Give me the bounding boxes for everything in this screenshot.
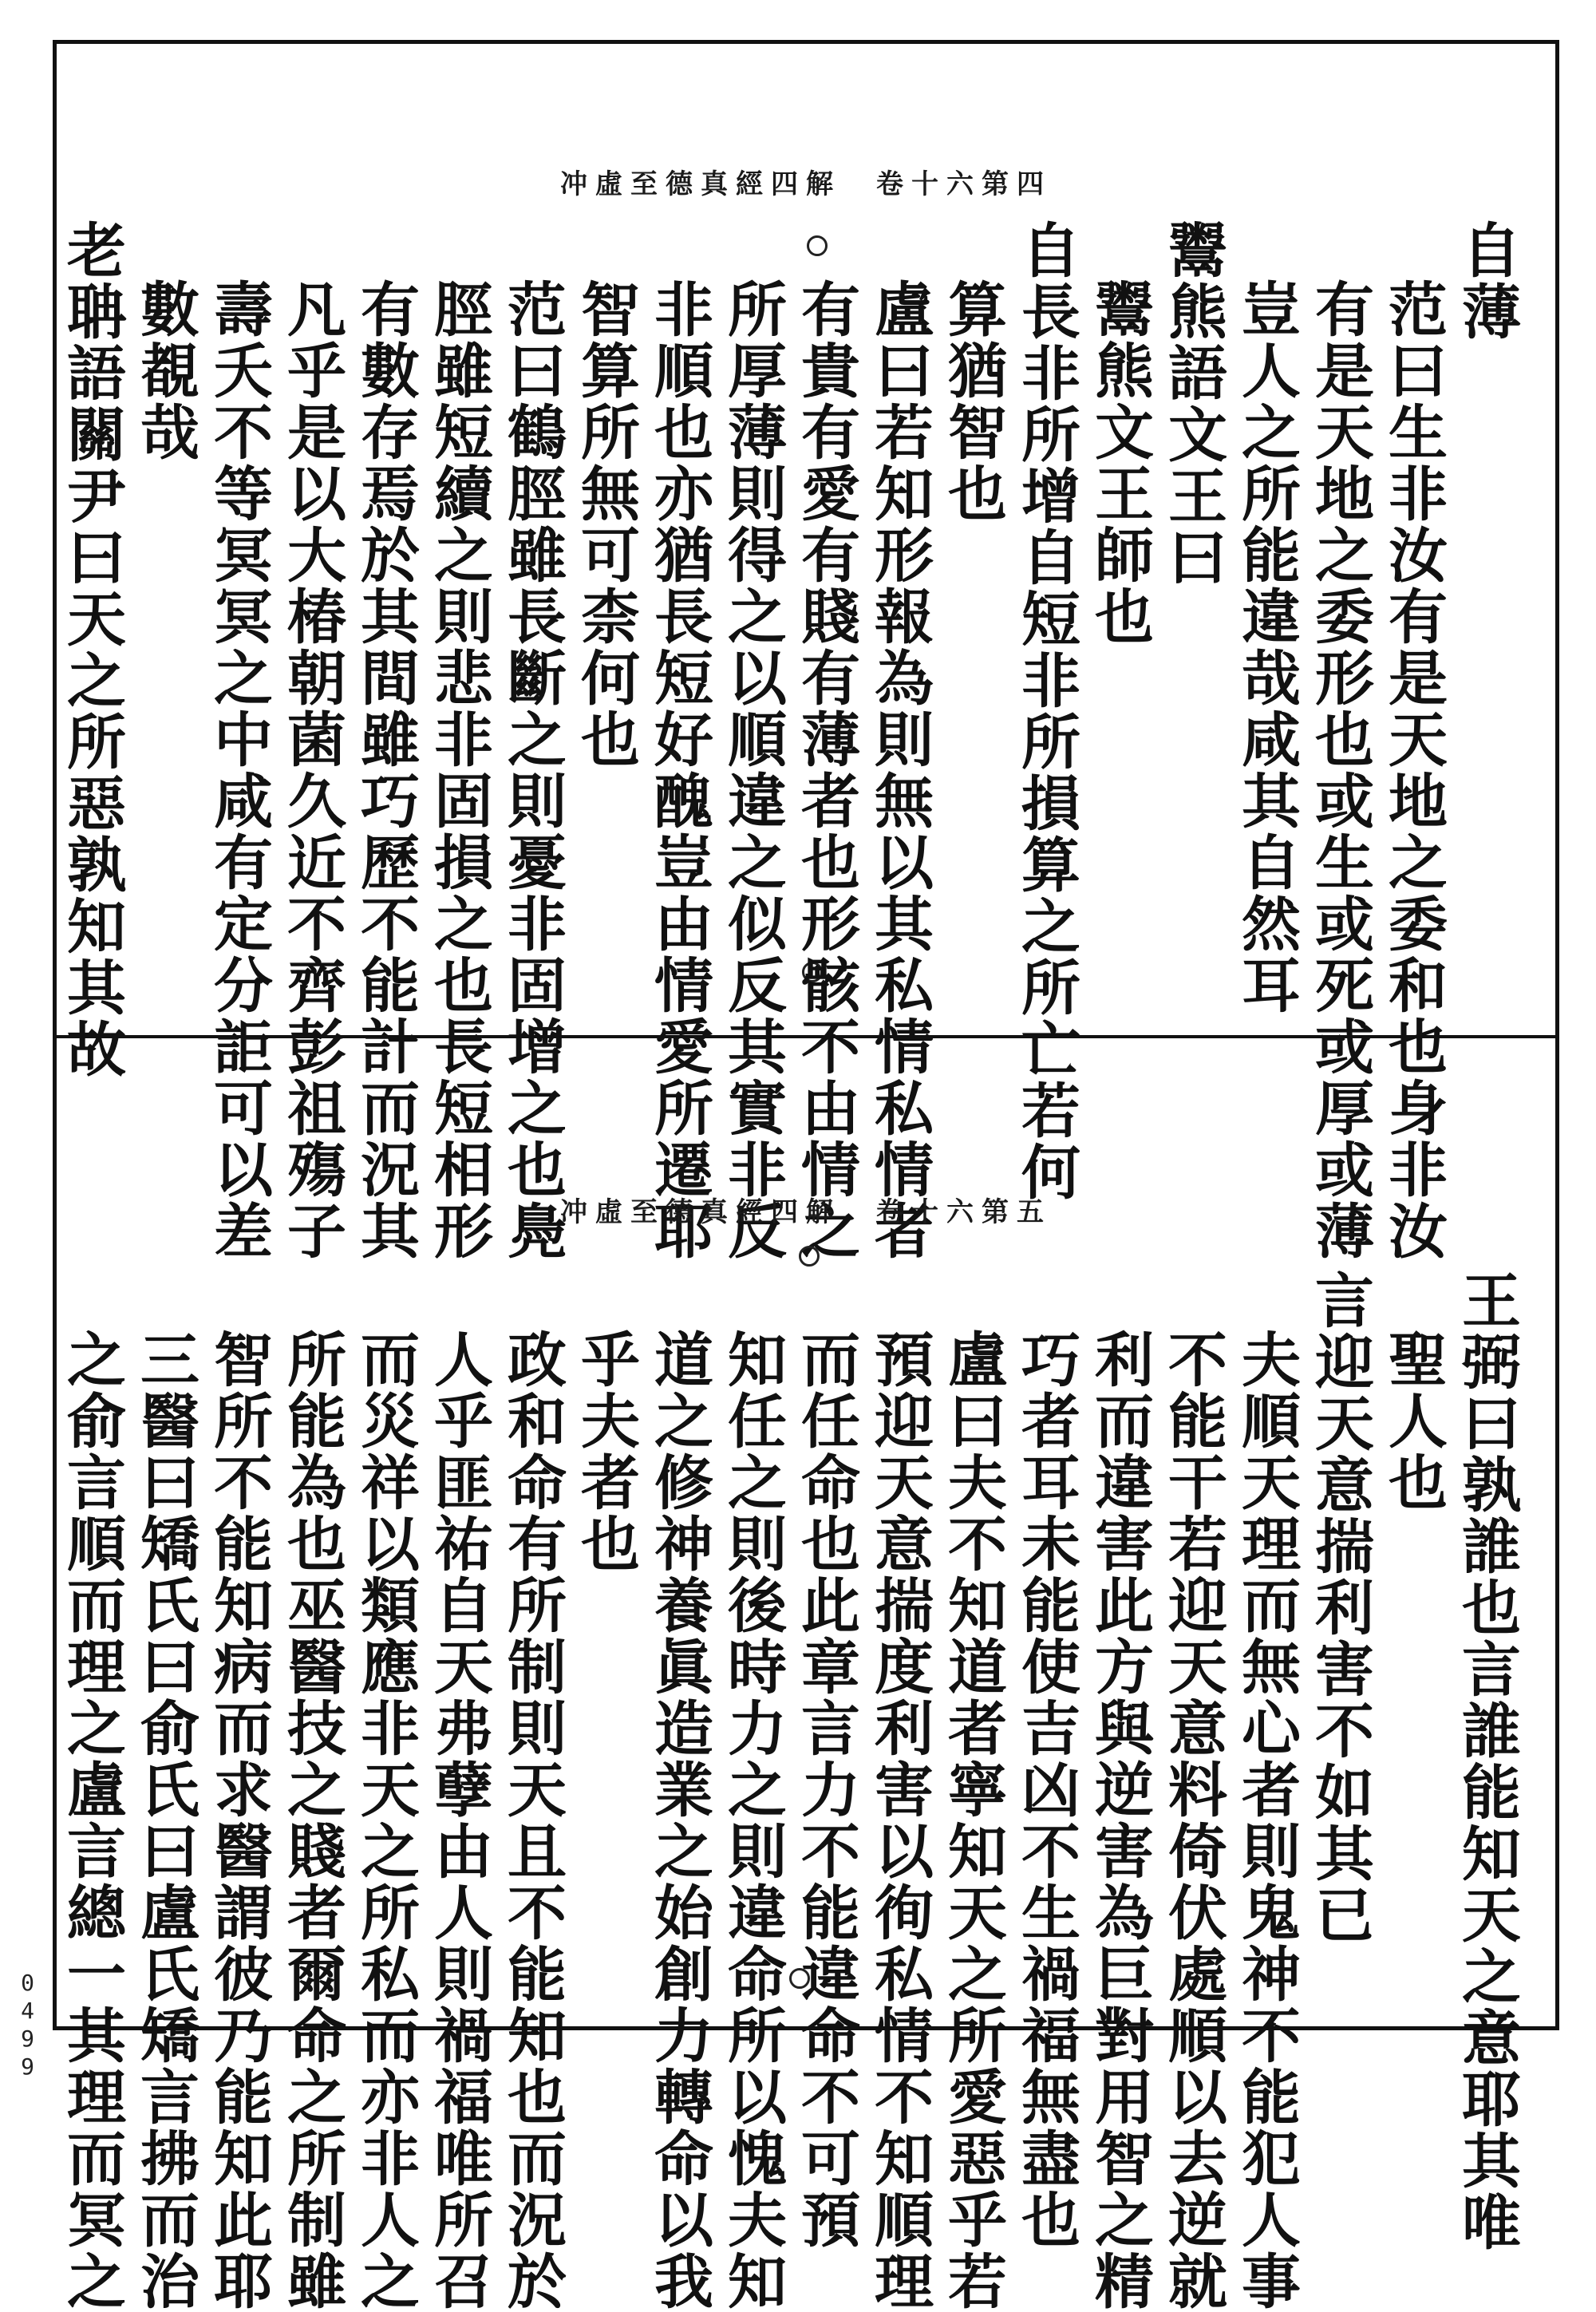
text-column: 而任命也此章言力不能違命不可預 xyxy=(792,1329,860,2251)
text-column: 非順也亦猶長短好醜豈由情愛所遷耶 xyxy=(645,279,713,1262)
text-column: 范曰生非汝有是天地之委和也身非汝 xyxy=(1379,279,1448,1262)
text-columns xyxy=(57,1270,1523,2312)
running-header: 冲虛至德真經四解 卷十六第五 xyxy=(560,1196,1052,1228)
text-column: 所厚薄則得之以順違之似反其實非反 xyxy=(718,279,787,1262)
text-column: 盧曰夫不知道者寧知天之所愛惡乎若 xyxy=(938,1329,1007,2312)
text-column: 所能為也巫醫技之賤者爾命之所制雖 xyxy=(278,1329,346,2312)
text-column: 自長非所增自短非所損算之所亡若何 xyxy=(1012,219,1080,1203)
text-column: 而災祥以類應非天之所私而亦非人之 xyxy=(351,1329,420,2312)
text-column: 有是天地之委形也或生或死或厚或薄 xyxy=(1306,279,1374,1262)
text-column: 鬻熊語文王曰 xyxy=(1159,219,1227,588)
text-column: 有貴有愛有賤有薄者也形骸不由情之 xyxy=(792,279,860,1262)
text-column: 預迎天意揣度利害以徇私情不知順理 xyxy=(865,1329,934,2312)
text-column: 道之修神養眞造業之始創力轉命以我 xyxy=(645,1329,713,2312)
text-column: 自薄 xyxy=(1452,219,1521,342)
text-column: 脛雖短續之則悲非固損之也長短相形 xyxy=(425,279,493,1262)
circle-mark xyxy=(799,1246,820,1267)
text-column: 范曰鶴脛雖長斷之則憂非固增之也鳧 xyxy=(498,279,567,1262)
bottom-page xyxy=(57,1038,1555,2312)
page-number: 0499 xyxy=(14,1970,41,2081)
text-column: 鬻熊文王師也 xyxy=(1085,279,1154,647)
text-column: 人乎匪祐自天弗孽由人則禍福唯所召 xyxy=(425,1329,493,2312)
text-column: 有數存焉於其間雖巧歷不能計而況其 xyxy=(351,279,420,1262)
text-column: 算猶智也 xyxy=(938,279,1007,524)
text-column: 智算所無可柰何也 xyxy=(571,279,640,770)
text-column: 不能干若迎天意料倚伏處順以去逆就 xyxy=(1159,1329,1227,2312)
text-column: 言迎天意揣利害不如其已 xyxy=(1306,1270,1374,1946)
text-column: 聖人也 xyxy=(1379,1329,1448,1513)
text-column: 豈人之所能違哉咸其自然耳 xyxy=(1232,279,1301,1016)
text-column: 智所不能知病而求醫謂彼乃能知此耶 xyxy=(204,1329,273,2312)
running-header: 冲虛至德真經四解 卷十六第四 xyxy=(560,168,1052,200)
text-column: 巧者耳未能使吉凶不生禍福無盡也 xyxy=(1012,1329,1080,2251)
text-column: 盧曰若知形報為則無以其私情私情者 xyxy=(865,279,934,1262)
text-column: 數覩哉 xyxy=(131,279,200,463)
text-column: 政和命有所制則天且不能知也而況於 xyxy=(498,1329,567,2312)
text-column: 老聃語關尹曰天之所惡孰知其故 xyxy=(57,219,126,1080)
text-column: 利而違害此方與逆害為巨對用智之精 xyxy=(1085,1329,1154,2312)
text-column: 壽夭不等冥冥之中咸有定分詎可以差 xyxy=(204,279,273,1262)
text-column: 乎夫者也 xyxy=(571,1329,640,1575)
page-frame xyxy=(53,40,1559,2312)
text-column: 凡乎是以大椿朝菌久近不齊彭祖殤子 xyxy=(278,279,346,1262)
text-column: 夫順天理而無心者則鬼神不能犯人事 xyxy=(1232,1329,1301,2312)
text-column: 三醫曰矯氏曰俞氏曰盧氏矯言拂而治 xyxy=(131,1329,200,2312)
text-column: 之俞言順而理之盧言總一其理而冥之 xyxy=(57,1329,126,2312)
text-column: 知任之則後時力之則違命所以愧夫知 xyxy=(718,1329,787,2312)
text-column: 王弼曰孰誰也言誰能知天之意耶其唯 xyxy=(1452,1270,1521,2253)
